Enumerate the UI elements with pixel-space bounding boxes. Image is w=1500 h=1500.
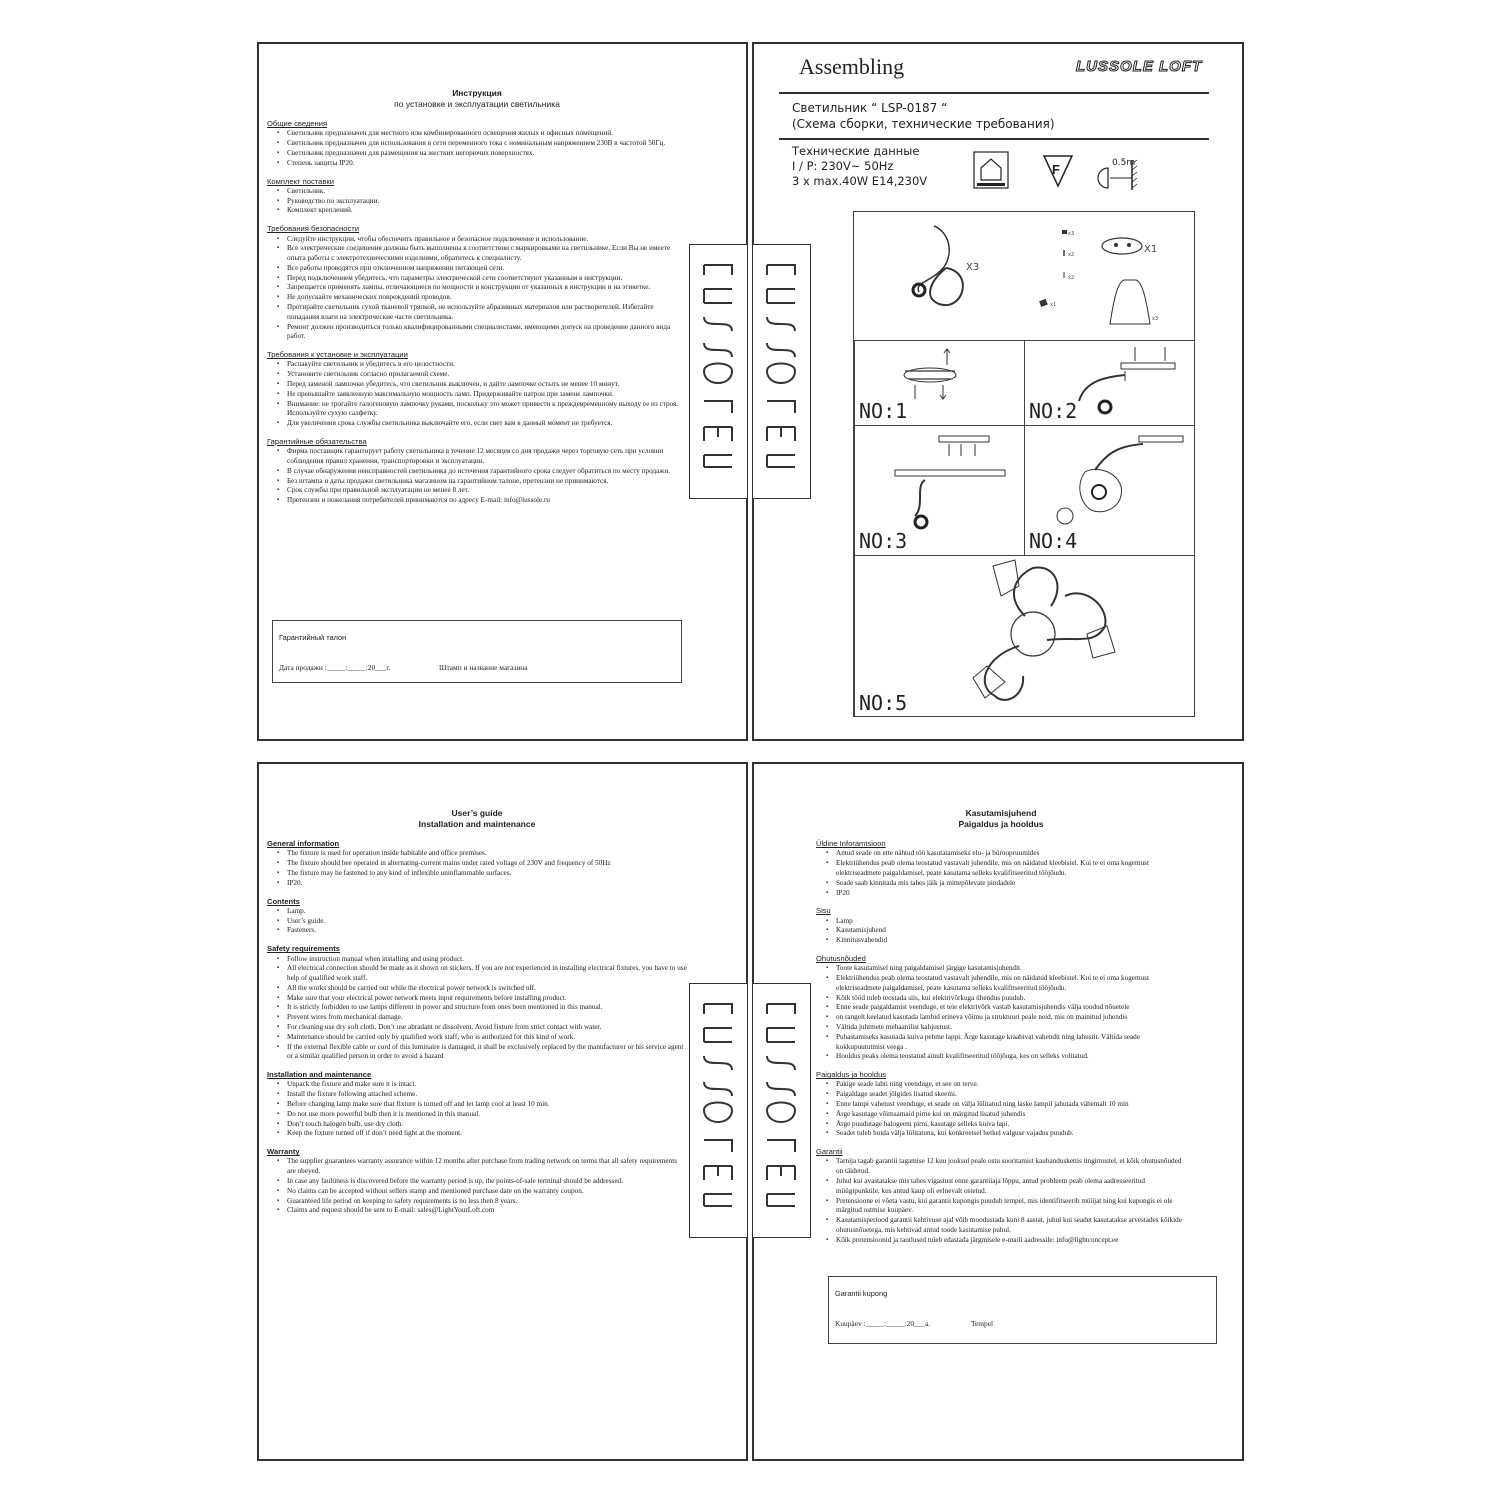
list-item: ▪ Kõik pretensioonid ja taotlused tuleb edastada järgmisele e-maili aadressile: info@lightconcept.ee <box>826 1236 1186 1246</box>
list-item: ▪ The fixture should bee operated in alternating-current mains under rated voltage of 230V and frequency of 50Hz <box>277 859 687 869</box>
section <box>267 839 687 888</box>
list-item: ▪ Степень защиты IP20. <box>277 159 687 169</box>
brand-tab <box>689 983 748 1238</box>
section-list <box>267 849 687 888</box>
svg-text:x2: x2 <box>1068 252 1075 258</box>
step-3-cell <box>854 425 1025 556</box>
list-item: ▪ Kasutamisjuhend <box>826 926 1186 936</box>
section-list <box>267 235 687 343</box>
list-item: ▪ Все электрические соединения должны быть выполнены в соответствии с маркировками на светильнике. Если Вы не имеете опыта работы с электротехническими изделиями, обратитесь к специалисту. <box>277 244 687 264</box>
list-item: ▪ Lamp <box>826 917 1186 927</box>
ru-content <box>267 88 687 514</box>
divider <box>779 138 1209 140</box>
ru-title: Инструкция <box>452 88 502 98</box>
list-item: ▪ Протирайте светильник сухой тканевой тряпкой, не используйте абразивных материалов или растворителей. Избегайте попадания влаги на электрические части светильника. <box>277 303 687 323</box>
list-item: ▪ If the external flexible cable or cord of this luminaire is damaged, it shall be exclusively replaced by the manufacturer or his service agent or a similar qualified person in order to avoid a hazard <box>277 1043 687 1063</box>
list-item: ▪ Guaranteed life period on keeping to safety requirements is no less then 8 years. <box>277 1197 687 1207</box>
en-title-block <box>267 808 687 830</box>
step-2-cell <box>1024 340 1195 426</box>
section <box>267 1147 687 1216</box>
list-item: ▪ Перед подключением убедитесь, что параметры электрической сети соответствуют указанным в инструкции. <box>277 274 687 284</box>
list-item: ▪ Kasutamisperiood garantii kehtivuse ajal võib moodustada kuni 8 aastat, juhul kui seadet kasutatakse arvestades kõikide ohutusnõuetega, mis kehtivad antud toode kasutamise puhul. <box>826 1216 1186 1236</box>
section-list <box>267 1080 687 1139</box>
distance-icon <box>1098 158 1137 190</box>
step-4-label: NO:4 <box>1029 529 1078 553</box>
section-heading: Комплект поставки <box>267 176 334 186</box>
list-item: ▪ IP20. <box>277 879 687 889</box>
list-item: ▪ Светильник предназначен для местного или комбинированного освещения жилых и офисных помещений. <box>277 129 687 139</box>
brand-logo-vertical-icon <box>690 245 746 497</box>
svg-text:x2: x2 <box>1068 275 1075 281</box>
list-item: ▪ Install the fixture following attached scheme. <box>277 1090 687 1100</box>
list-item: ▪ Claims and request should be sent to E-mail: sales@LightYourLoft.com <box>277 1206 687 1216</box>
list-item: ▪ Seade saab kinnitada mis tahes jäik ja mittepõlevate pindadele <box>826 879 1186 889</box>
section <box>816 839 1186 898</box>
list-item: ▪ Don’t touch halogen bulb, use dry cloth. <box>277 1120 687 1130</box>
svg-text:X1: X1 <box>1144 244 1158 255</box>
section <box>816 954 1186 1062</box>
ru-subtitle: по установке и эксплуатации светильника <box>394 99 560 110</box>
section-heading: Garantii <box>816 1147 843 1157</box>
ru-sections <box>267 119 687 506</box>
list-item: ▪ Претензии и пожелания потребителей принимаются по адресу E-mail: info@lussole.ru <box>277 496 687 506</box>
brand-logo-vertical-icon <box>753 245 809 497</box>
list-item: ▪ Maintenance should be carried only by qualified work staff, who is authorized for this kind of work. <box>277 1033 687 1043</box>
list-item: ▪ Lamp. <box>277 907 687 917</box>
section-heading: Гарантийные обязательства <box>267 436 367 446</box>
step-5-cell <box>854 555 1195 717</box>
list-item: ▪ Все работы проводятся при отключенном напряжении питающей сети. <box>277 264 687 274</box>
section <box>816 1070 1186 1139</box>
section-list <box>267 447 687 506</box>
list-item: ▪ Tarnija tagab garantii tagamise 12 kuu jooksul peale ostu sooritamist kaubanduskettis tingimustel, et kõik ohutusnõuded on täidetud. <box>826 1157 1186 1177</box>
section-heading: Paigaldus ja hooldus <box>816 1070 887 1080</box>
section-list <box>816 1080 1186 1139</box>
list-item: ▪ Ремонт должен производиться только квалифицированными специалистами, имеющими допуск на проведение данного вида работ. <box>277 323 687 343</box>
en-user-guide-page <box>257 762 748 1461</box>
list-item: ▪ Before changing lamp make sure that fixture is turned off and let lamp cool at least 10 min. <box>277 1100 687 1110</box>
list-item: ▪ Paigaldage seadet jõlgides lisatud skeemi. <box>826 1090 1186 1100</box>
ru-instruction-page <box>257 42 748 741</box>
list-item: ▪ All the works should be carried out while the electrical power network is switched off. <box>277 984 687 994</box>
section-heading: General information <box>267 839 340 849</box>
f-mark-icon <box>1044 156 1072 186</box>
list-item: ▪ Unpack the fixture and make sure it is intact. <box>277 1080 687 1090</box>
list-item: ▪ Комплект креплений. <box>277 206 687 216</box>
list-item: ▪ Распакуйте светильник и убедитесь в его целостности. <box>277 360 687 370</box>
coupon-title: Garantii kupong <box>835 1289 888 1298</box>
section-list <box>816 964 1186 1062</box>
et-title: Kasutamisjuhend <box>965 808 1037 818</box>
list-item: ▪ Для увеличения срока службы светильника выключайте его, если свет вам в данный момент не требуется. <box>277 419 687 429</box>
svg-text:X3: X3 <box>966 262 980 273</box>
step-5-label: NO:5 <box>859 691 908 715</box>
section <box>267 350 687 429</box>
list-item: ▪ Pretensioone ei võeta vastu, kui garantii kupongis puudub tempel, mis identifitseerib müüjat ning kui kupongis ei ole märgitud ostmise kuupäev. <box>826 1197 1186 1217</box>
list-item: ▪ The supplier guarantees warranty assurance within 12 months after purchase from trading network on terms that all safety requirements are obeyed. <box>277 1157 687 1177</box>
list-item: ▪ Make sure that your electrical power network meets input requirements before installing product. <box>277 994 687 1004</box>
list-item: ▪ Не превышайте заявленную максимальную мощность ламп. Придерживайте патрон при замене лампочки. <box>277 390 687 400</box>
indoor-use-icon <box>974 152 1008 188</box>
section-heading: Warranty <box>267 1147 300 1157</box>
section <box>816 1147 1186 1245</box>
list-item: ▪ Seadet tuleb hoida välja lülitatuna, kui konkreetsel hetkel valguse vajadus puudub. <box>826 1129 1186 1139</box>
en-content <box>267 808 687 1224</box>
coupon-stamp-label: Штамп и название магазина <box>439 663 528 672</box>
section <box>267 897 687 937</box>
list-item: ▪ The fixture may be fastened to any kind of inflexible uninflammable surfaces. <box>277 869 687 879</box>
step-2-label: NO:2 <box>1029 399 1078 423</box>
section <box>267 437 687 506</box>
section-heading: Ohutusnõuded <box>816 953 866 963</box>
list-item: ▪ Juhul kui avastatakse mis tahes vigastust enne garantiiaja lõppu, antud probleem peab olema aadresseeritud müügipunktile, kus antud kaup oli eelnevalt ostetud. <box>826 1177 1186 1197</box>
list-item: ▪ Следуйте инструкции, чтобы обеспечить правильное и безопасное подключение и использование. <box>277 235 687 245</box>
list-item: ▪ Внимание: не трогайте галогеновую лампочку руками, поскольку это может привести к преждевременному выходу ее из строя. Используйте сухую салфетку. <box>277 400 687 420</box>
brand-logo-vertical-icon <box>753 984 809 1236</box>
list-item: ▪ Светильник предназначен для использования в сети переменного тока с номинальным напряжением 230В в частотой 50Гц. <box>277 139 687 149</box>
brand-logo: LUSSOLE LOFT <box>1076 58 1203 75</box>
model-line: Светильник “ LSP-0187 “ <box>792 101 948 115</box>
section-heading: Safety requirements <box>267 944 341 954</box>
tech-data-block <box>792 144 927 189</box>
section-heading: Sisu <box>816 906 831 916</box>
section-list <box>267 187 687 216</box>
list-item: ▪ Светильник. <box>277 187 687 197</box>
step-4-cell <box>1024 425 1195 556</box>
ru-warranty-coupon <box>272 620 682 683</box>
list-item: ▪ Ärge puudutage halogeeni pirni, kasutage selleks kuiva lapi. <box>826 1120 1186 1130</box>
list-item: ▪ Не допускайте механических повреждений проводов. <box>277 293 687 303</box>
list-item: ▪ Antud seade on ette nähtud töö kasutatamiseks elu- ja büroopruumides <box>826 849 1186 859</box>
section <box>816 906 1186 946</box>
tech-voltage: I / P: 230V~ 50Hz <box>792 158 894 173</box>
brand-tab <box>752 244 811 499</box>
list-item: ▪ Pakige seade lahti ning veenduge, et see on terve. <box>826 1080 1186 1090</box>
section-heading: Общие сведения <box>267 119 328 129</box>
list-item: ▪ Перед заменой лампочки убедитесь, что светильник выключен, и дайте лампочке остыть не менее 10 минут. <box>277 380 687 390</box>
et-sections <box>816 839 1186 1245</box>
list-item: ▪ Без штампа и даты продажи светильника магазином на гарантийном талоне, претензии не принимаются. <box>277 477 687 487</box>
section <box>267 224 687 342</box>
list-item: ▪ For cleaning use dry soft cloth. Don’t use abradant or dissolvent. Avoid fixture from strict contact with water. <box>277 1023 687 1033</box>
parts-cell <box>854 212 1194 340</box>
section <box>267 1070 687 1139</box>
list-item: ▪ No claims can be accepted without sellers stamp and mentioned purchase date on the warranty coupon. <box>277 1187 687 1197</box>
list-item: ▪ In case any faultiness is discovered before the warranty period is up, the points-of-sale terminal should be addressed. <box>277 1177 687 1187</box>
list-item: ▪ Toote kasutamisel ning paigaldamisel järgige kasutamisjuhendit. <box>826 964 1186 974</box>
list-item: ▪ Keep the fixture turned off if don’t need light at the moment. <box>277 1129 687 1139</box>
section-list <box>816 917 1186 946</box>
section-heading: Требования безопасности <box>267 224 359 234</box>
section <box>267 177 687 217</box>
divider <box>779 92 1209 94</box>
list-item: ▪ Kõik tööd tuleb teostada siis, kui elektrivõrkuga ühendus puudub. <box>826 994 1186 1004</box>
section-heading: Требования к установке и эксплуатации <box>267 350 408 360</box>
brand-tab <box>752 983 811 1238</box>
model-block <box>792 100 1055 132</box>
coupon-title: Гарантийный талон <box>279 633 347 642</box>
list-item: ▪ Follow instruction manual when installing and using product. <box>277 955 687 965</box>
list-item: ▪ Fasteners. <box>277 926 687 936</box>
en-sections <box>267 839 687 1216</box>
list-item: ▪ Kinnitusvahendid <box>826 936 1186 946</box>
coupon-date-line: Дата продажи :_____:_____:20___г. <box>279 663 391 672</box>
et-guide-page <box>752 762 1244 1461</box>
brand-logo-vertical-icon <box>690 984 746 1236</box>
svg-text:F: F <box>1052 162 1060 177</box>
certification-icons <box>972 150 1142 194</box>
svg-text:0.5m: 0.5m <box>1112 158 1136 168</box>
step-3-label: NO:3 <box>859 529 908 553</box>
list-item: ▪ Do not use more powerful bulb then it is mentioned in this manual. <box>277 1110 687 1120</box>
list-item: ▪ Светильник предназначен для размещения на жестких негорючих поверхностях. <box>277 149 687 159</box>
section-list <box>816 849 1186 898</box>
svg-text:x3: x3 <box>1068 231 1075 237</box>
section-heading: Contents <box>267 896 300 906</box>
model-description: (Схема сборки, технические требования) <box>792 117 1055 132</box>
list-item: ▪ Enne lampi vahetust veenduge, et seade on välja lülitatud ning laske lampil jahutada vähemalt 10 min <box>826 1100 1186 1110</box>
section-list <box>267 129 687 168</box>
section-list <box>267 360 687 428</box>
parts-illustration <box>854 212 1194 340</box>
list-item: ▪ Фирма поставщик гарантирует работу светильника в течение 12 месяцев со дня продажи через торговую сеть при условии соблюдения правил хранения, транспортировки и эксплуатации. <box>277 447 687 467</box>
list-item: ▪ Vältida juhtmete mehaanilist kahjustust. <box>826 1023 1186 1033</box>
list-item: ▪ Срок службы при правильной эксплуатации не менее 8 лет. <box>277 486 687 496</box>
tech-title: Технические данные <box>792 144 920 158</box>
list-item: ▪ В случае обнаружения неисправностей светильника до истечения гарантийного срока следует обратиться по месту продажи. <box>277 467 687 477</box>
list-item: ▪ Enne seade paigaldamist veenduge, et teie elektrivõrk vastab kasutamisjuhendis välja toodud nõuetele <box>826 1003 1186 1013</box>
assembling-page <box>752 42 1244 741</box>
coupon-stamp-label: Tempel <box>971 1319 994 1328</box>
en-title: User’s guide <box>451 808 503 818</box>
tech-lamps: 3 x max.40W E14,230V <box>792 173 928 188</box>
step-1-cell <box>854 340 1025 426</box>
section <box>267 944 687 1062</box>
list-item: ▪ Puhastamiseks kasutada kuiva pehme lappi. Ärge kasutage kraabivat vahendit ning lahustit. Vältida seade kokkupuututmist veega . <box>826 1033 1186 1053</box>
et-subtitle: Paigaldus ja hooldus <box>958 819 1044 830</box>
brand-tab <box>689 244 748 499</box>
section <box>267 119 687 168</box>
section-list <box>267 907 687 936</box>
list-item: ▪ All electrical connection should be made as it shown on stickers. If you are not experienced in installing electrical fixtures, you have to use help of qualified work staff. <box>277 964 687 984</box>
et-content <box>816 808 1186 1253</box>
list-item: ▪ on rangelt keelatud kasutada lambid erineva võimu ja struktuuri peale neid, mis on mainitud juhendis <box>826 1013 1186 1023</box>
list-item: ▪ Установите светильник согласно прилагаемой схеме. <box>277 370 687 380</box>
list-item: ▪ Elektriühendus peab olema teostatud vastavalt juhendile, mis on näidatud kleebistel. Kui te ei oma kogemust elektriseadmete paigaldamisel, peate kasutama selleks kvalifitseeritud tööjõudu. <box>826 859 1186 879</box>
et-warranty-coupon <box>828 1276 1217 1344</box>
list-item: ▪ Elektriühendus peab olema teostatud vastavalt juhendile, mis on näidatud kleebistel. Kui te ei oma kogemust elektriseadmete paigaldamisel, peate kasutama selleks kvalifitseeritud tööjõudu. <box>826 974 1186 994</box>
list-item: ▪ Prevent wires from mechanical damage. <box>277 1013 687 1023</box>
list-item: ▪ Ärge kasutage võimsamaid pirne kui on märgitud lisatud juhendis <box>826 1110 1186 1120</box>
assembling-title: Assembling <box>799 54 905 79</box>
assembly-diagram-grid <box>853 211 1195 717</box>
list-item: ▪ User’s guide. <box>277 917 687 927</box>
section-heading: Üldine Inforamtsioon <box>816 839 886 849</box>
list-item: ▪ Запрещается применять лампы, отличающиеся по мощности и конструкции от указанных в инструкции и на этикетке. <box>277 283 687 293</box>
list-item: ▪ It is strictly forbidden to use lamps different in power and structure from ones been mentioned in this manual. <box>277 1003 687 1013</box>
section-heading: Installation and maintenance <box>267 1070 372 1080</box>
list-item: ▪ The fixture is used for operation inside habitable and office premises. <box>277 849 687 859</box>
ru-title-block <box>267 88 687 110</box>
list-item: ▪ Руководство по эксплуатации. <box>277 197 687 207</box>
svg-text:x1: x1 <box>1050 302 1057 308</box>
svg-text:x3: x3 <box>1152 316 1159 322</box>
section-list <box>267 955 687 1063</box>
et-title-block <box>816 808 1186 830</box>
step-1-label: NO:1 <box>859 399 908 423</box>
list-item: ▪ IP20 <box>826 889 1186 899</box>
en-subtitle: Installation and maintenance <box>418 819 536 830</box>
list-item: ▪ Hooldus peaks olema teostatud ainult kvalifitseeritud tööjõuga, kes on selleks volitatud. <box>826 1052 1186 1062</box>
coupon-date-line: Kuupäev :_____:_____:20___a. <box>835 1319 931 1328</box>
section-list <box>267 1157 687 1216</box>
section-list <box>816 1157 1186 1245</box>
